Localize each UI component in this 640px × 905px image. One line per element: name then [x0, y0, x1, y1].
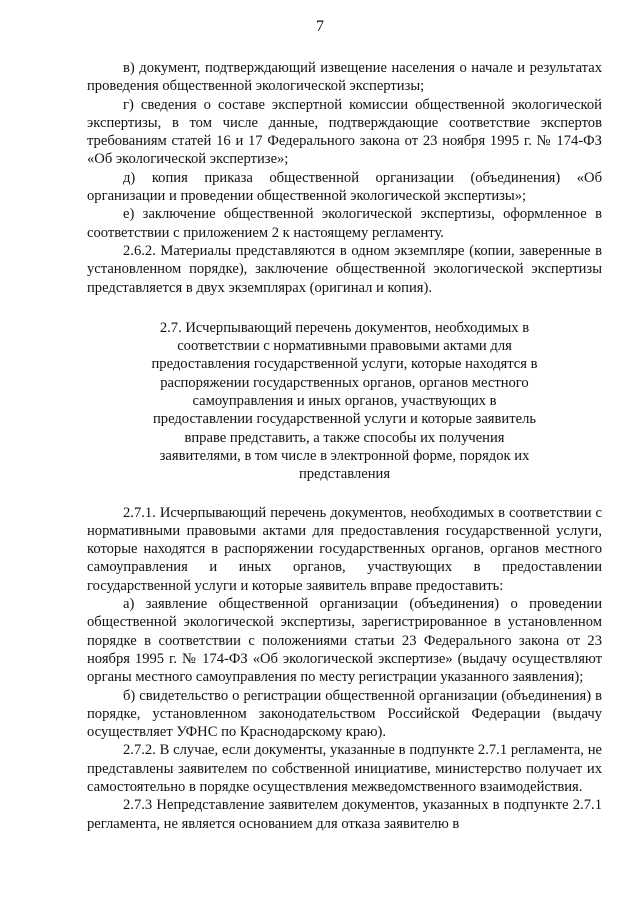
paragraph-2-7-1: 2.7.1. Исчерпывающий перечень документов, необходимых в соответствии с нормативными правовыми актами для предоставления государственной услуги, которые находятся в распоряжении государственных органов, органов местного самоуправления и иных органов, участвующих в предоставлении государственной услуги и которые заявитель вправе предоставить:	[87, 504, 602, 594]
section-heading-2-7: 2.7. Исчерпывающий перечень документов, необходимых в соответствии с нормативными правовыми актами для предоставления государственной услуги, которые находятся в распоряжении государственных органов, органов местного самоуправления и иных органов, участвующих в предоставлении государственной услуги и которые заявитель вправе представить, а также способы их получения заявителями, в том числе в электронной форме, порядок их представления	[151, 319, 538, 483]
paragraph-item-d: д) копия приказа общественной организации (объединения) «Об организации и проведении общественной экологической экспертизы»;	[87, 169, 602, 205]
paragraph-item-a: а) заявление общественной организации (объединения) о проведении общественной экологической экспертизы, зарегистрированное в установленном порядке в соответствии с положениями статьи 23 Федерального закона от 23 ноября 1995 г. № 174-ФЗ «Об экологической экспертизе» (выдачу осуществляют органы местного самоуправления по месту регистрации указанного заявления);	[87, 596, 602, 686]
paragraph-2-7-2: 2.7.2. В случае, если документы, указанные в подпункте 2.7.1 регламента, не представлены заявителем по собственной инициативе, министерство получает их самостоятельно в порядке осуществления межведомственного взаимодействия.	[87, 742, 602, 795]
page-number: 7	[316, 18, 324, 35]
paragraph-2-6-2: 2.6.2. Материалы представляются в одном экземпляре (копии, заверенные в установленном порядке), заключение общественной экологической экспертизы представляется в двух экземплярах (оригинал и копия).	[87, 242, 602, 296]
paragraph-item-v: в) документ, подтверждающий извещение населения о начале и результатах проведения общественной экологической экспертизы;	[87, 60, 602, 95]
paragraph-item-b: б) свидетельство о регистрации общественной организации (объединения) в порядке, установленном законодательством Российской Федерации (выдачу осуществляет УФНС по Краснодарскому краю).	[87, 687, 602, 741]
paragraph-2-7-3: 2.7.3 Непредставление заявителем документов, указанных в подпункте 2.7.1 регламента, не является основанием для отказа заявителю в	[87, 797, 602, 832]
paragraph-item-e: е) заключение общественной экологической экспертизы, оформленное в соответствии с приложением 2 к настоящему регламенту.	[87, 206, 602, 241]
document-body	[87, 59, 602, 833]
paragraph-item-g: г) сведения о составе экспертной комиссии общественной экологической экспертизы, в том числе данные, подтверждающие соответствие экспертов требованиям статей 16 и 17 Федерального закона от 23 ноября 1995 г. № 174-ФЗ «Об экологической экспертизе»;	[87, 96, 602, 168]
